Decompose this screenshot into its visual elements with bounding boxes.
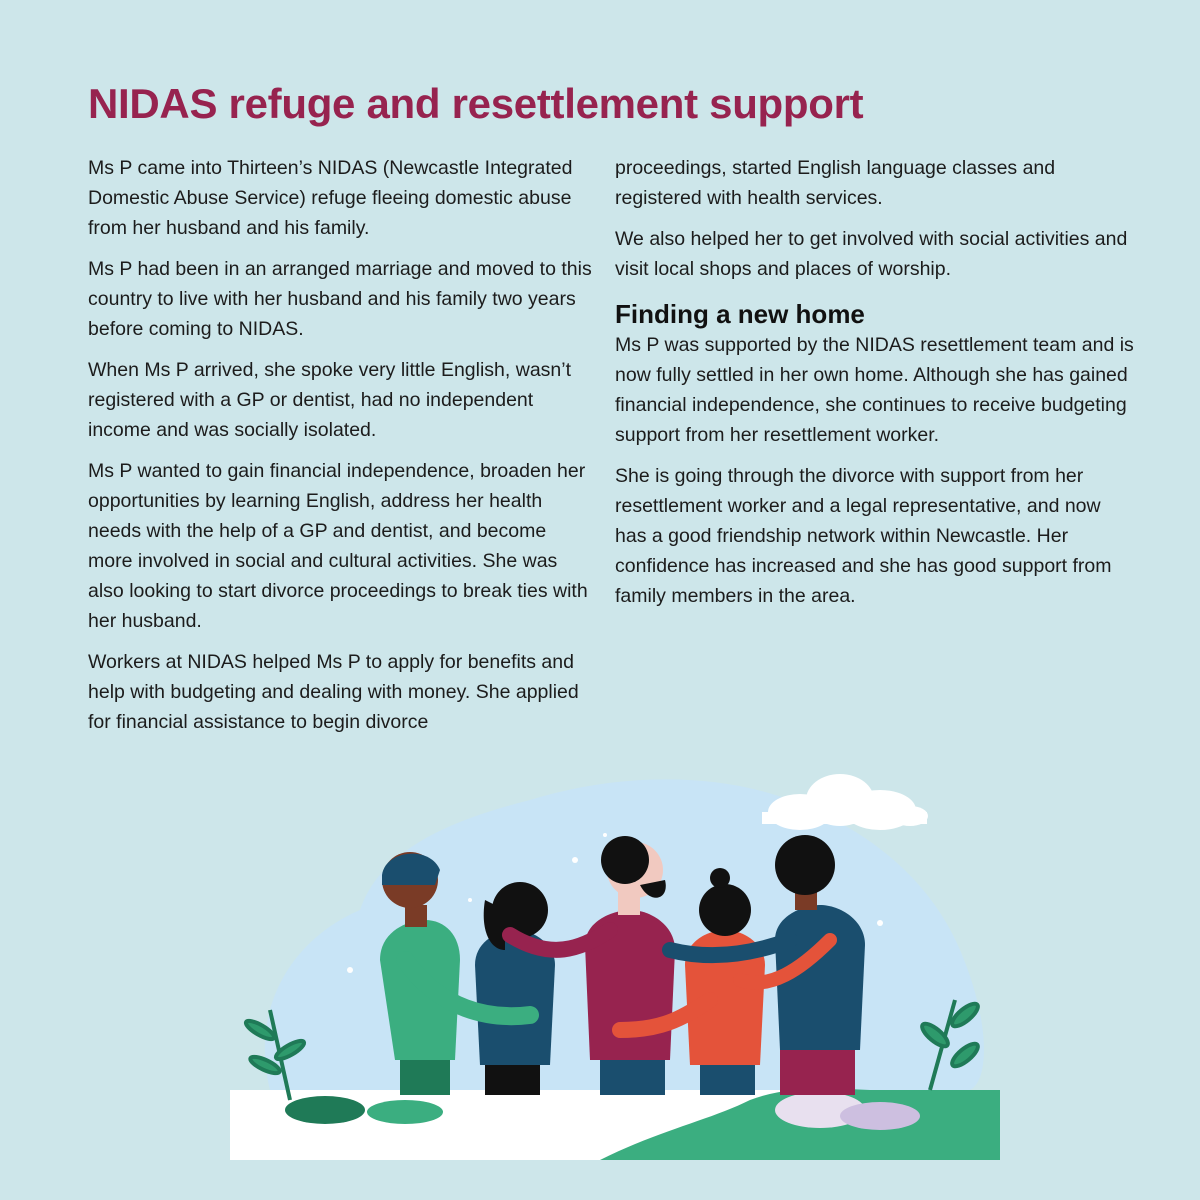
paragraph: Ms P had been in an arranged marriage and moved to this country to live with her husband and his family two years before coming to NIDAS. — [88, 258, 592, 340]
paragraph: Ms P was supported by the NIDAS resettlement team and is now fully settled in her own home. Although she has gained financial independence, she continues to receive budgeting support from her resettlement worker. — [615, 334, 1134, 446]
cloud-icon — [762, 774, 928, 830]
section-heading: Finding a new home — [615, 299, 865, 329]
bush — [285, 1096, 365, 1124]
paragraph: Ms P wanted to gain financial independence, broaden her opportunities by learning English, address her health needs with the help of a GP and dentist, and become more involved in social and cultural activities. She was also looking to start divorce proceedings to break ties with her husband. — [88, 460, 588, 632]
paragraph: proceedings, started English language classes and registered with health services. — [615, 157, 1056, 209]
paragraph: Ms P came into Thirteen’s NIDAS (Newcastle Integrated Domestic Abuse Service) refuge fleeing domestic abuse from her husband and his family. — [88, 157, 573, 239]
left-column — [88, 153, 593, 748]
person-figure — [475, 882, 555, 1095]
bush — [367, 1100, 443, 1124]
paragraph: She is going through the divorce with support from her resettlement worker and a legal representative, and now has a good friendship network within Newcastle. Her confidence has increased and she has good support from family members in the area. — [615, 465, 1112, 607]
bush — [840, 1102, 920, 1130]
group-hug-illustration — [230, 760, 1000, 1170]
right-column — [615, 153, 1135, 622]
page-title: NIDAS refuge and resettlement support — [88, 80, 864, 127]
paragraph: When Ms P arrived, she spoke very little English, wasn’t registered with a GP or dentist, had no independent income and was socially isolated. — [88, 359, 572, 441]
paragraph: We also helped her to get involved with social activities and visit local shops and places of worship. — [615, 228, 1128, 280]
paragraph: Workers at NIDAS helped Ms P to apply for benefits and help with budgeting and dealing with money. She applied for financial assistance to begin divorce — [88, 651, 579, 733]
